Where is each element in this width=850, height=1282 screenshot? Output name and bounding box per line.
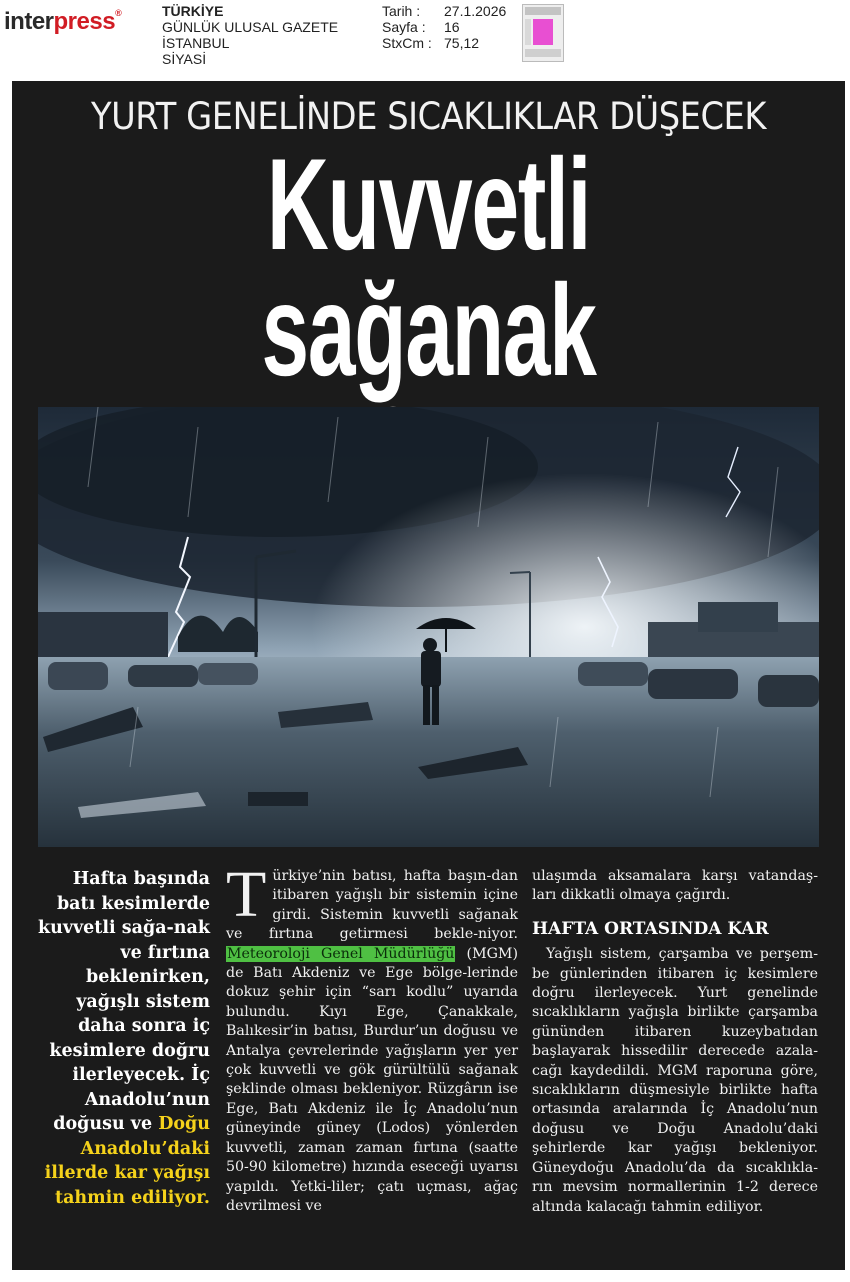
lead-highlight: Doğu Anadolu’daki illerde kar yağışı tahmin ediliyor.	[44, 1114, 210, 1208]
body-col3-bottom: Yağışlı sistem, çarşamba ve perşem-be günlerinden itibaren iç kesimlere doğru ilerleyecek. Yurt genelinde sıcaklıkların yağışla birlikte çarşamba gününden itibaren kuzeybatıdan başlayarak hissedilir derecede azala-cağı kaydedildi. MGM raporuna göre, sıcaklıkların düşmesiyle birlikte hafta ortasında aralarında İç Anadolu’nun doğusu ve Doğu Anadolu’daki şehirlerde kar yağışı bekleniyor. Güneydoğu Anadolu’da da sıcaklıkla-rın mevsim normallerinin 1-2 derece altında kalacağı tahmin ediliyor.	[532, 946, 818, 1215]
interpress-logo	[4, 8, 121, 36]
body-column-1	[226, 858, 518, 1216]
article-sheet	[12, 81, 845, 1270]
date-value: 27.1.2026	[444, 3, 507, 19]
city-label: İSTANBUL	[162, 35, 230, 51]
article-kicker: YURT GENELİNDE SICAKLIKLAR DÜŞECEK	[90, 95, 766, 138]
publication-info	[162, 3, 338, 67]
body-text-part-1: ürkiye’nin batısı, hafta başın-dan itibaren yağışlı bir sistemin içine girdi. Sistemin kuvvetli sağanak ve fırtına getirmesi bekle-niyor.	[226, 868, 518, 943]
clipping-header	[0, 0, 850, 78]
logo-registered-mark: ®	[115, 8, 122, 18]
stxcm-value: 75,12	[444, 35, 480, 51]
agency-highlight: Meteoroloji Genel Müdürlüğü	[227, 945, 455, 962]
stxcm-label: StxCm :	[382, 35, 432, 51]
lead-text: Hafta başında batı kesimlerde kuvvetli sağa-nak ve fırtına beklenirken, yağışlı sistem daha sonra iç kesimlere doğru ilerleyecek. İç Anadolu’nun doğusu ve	[37, 869, 210, 1134]
logo-accent-text: press	[53, 8, 116, 35]
category-label: SİYASİ	[162, 51, 207, 67]
page-thumbnail[interactable]	[522, 4, 564, 62]
body-text-part-2: (MGM) de Batı Akdeniz ve Ege bölge-lerinde dokuz şehir için “sarı kodlu” uyarıda bulundu. Kıyı Ege, Çanakkale, Balıkesir’in batısı, Burdur’un doğusu ve Antalya çevrelerinde yağışların yer yer çok kuvvetli ve gök gürültülü sağanak şeklinde olması bekleniyor. Rüzgârın ise Ege, Batı Akdeniz ile İç Anadolu’nun güneyinde güney (Lodos) yönlerden kuvvetli, zaman zaman fırtına (saatte 50-90 kilometre) hızında eseceği uyarısı yapıldı. Yetki-liler; çatı uçması, ağaç devrilmesi ve	[226, 945, 518, 1214]
publication-type: GÜNLÜK ULUSAL GAZETE	[162, 19, 339, 35]
logo-main-text: inter	[4, 8, 54, 35]
body-column-2	[532, 867, 818, 1217]
section-subhead: HAFTA ORTASINDA KAR	[532, 918, 769, 939]
lead-summary	[34, 867, 210, 1210]
storm-photo	[38, 407, 819, 847]
country-label: TÜRKİYE	[162, 3, 224, 19]
headline-line-1: Kuvvetli sağanak	[261, 131, 596, 403]
date-label: Tarih :	[382, 3, 421, 19]
page-value: 16	[444, 19, 460, 35]
clipping-details	[382, 3, 506, 51]
drop-cap: T	[226, 858, 267, 931]
body-col3-top: ulaşımda aksamalara karşı vatandaş-ları dikkatli olmaya çağırdı.	[532, 868, 818, 904]
page-label: Sayfa :	[382, 19, 426, 35]
